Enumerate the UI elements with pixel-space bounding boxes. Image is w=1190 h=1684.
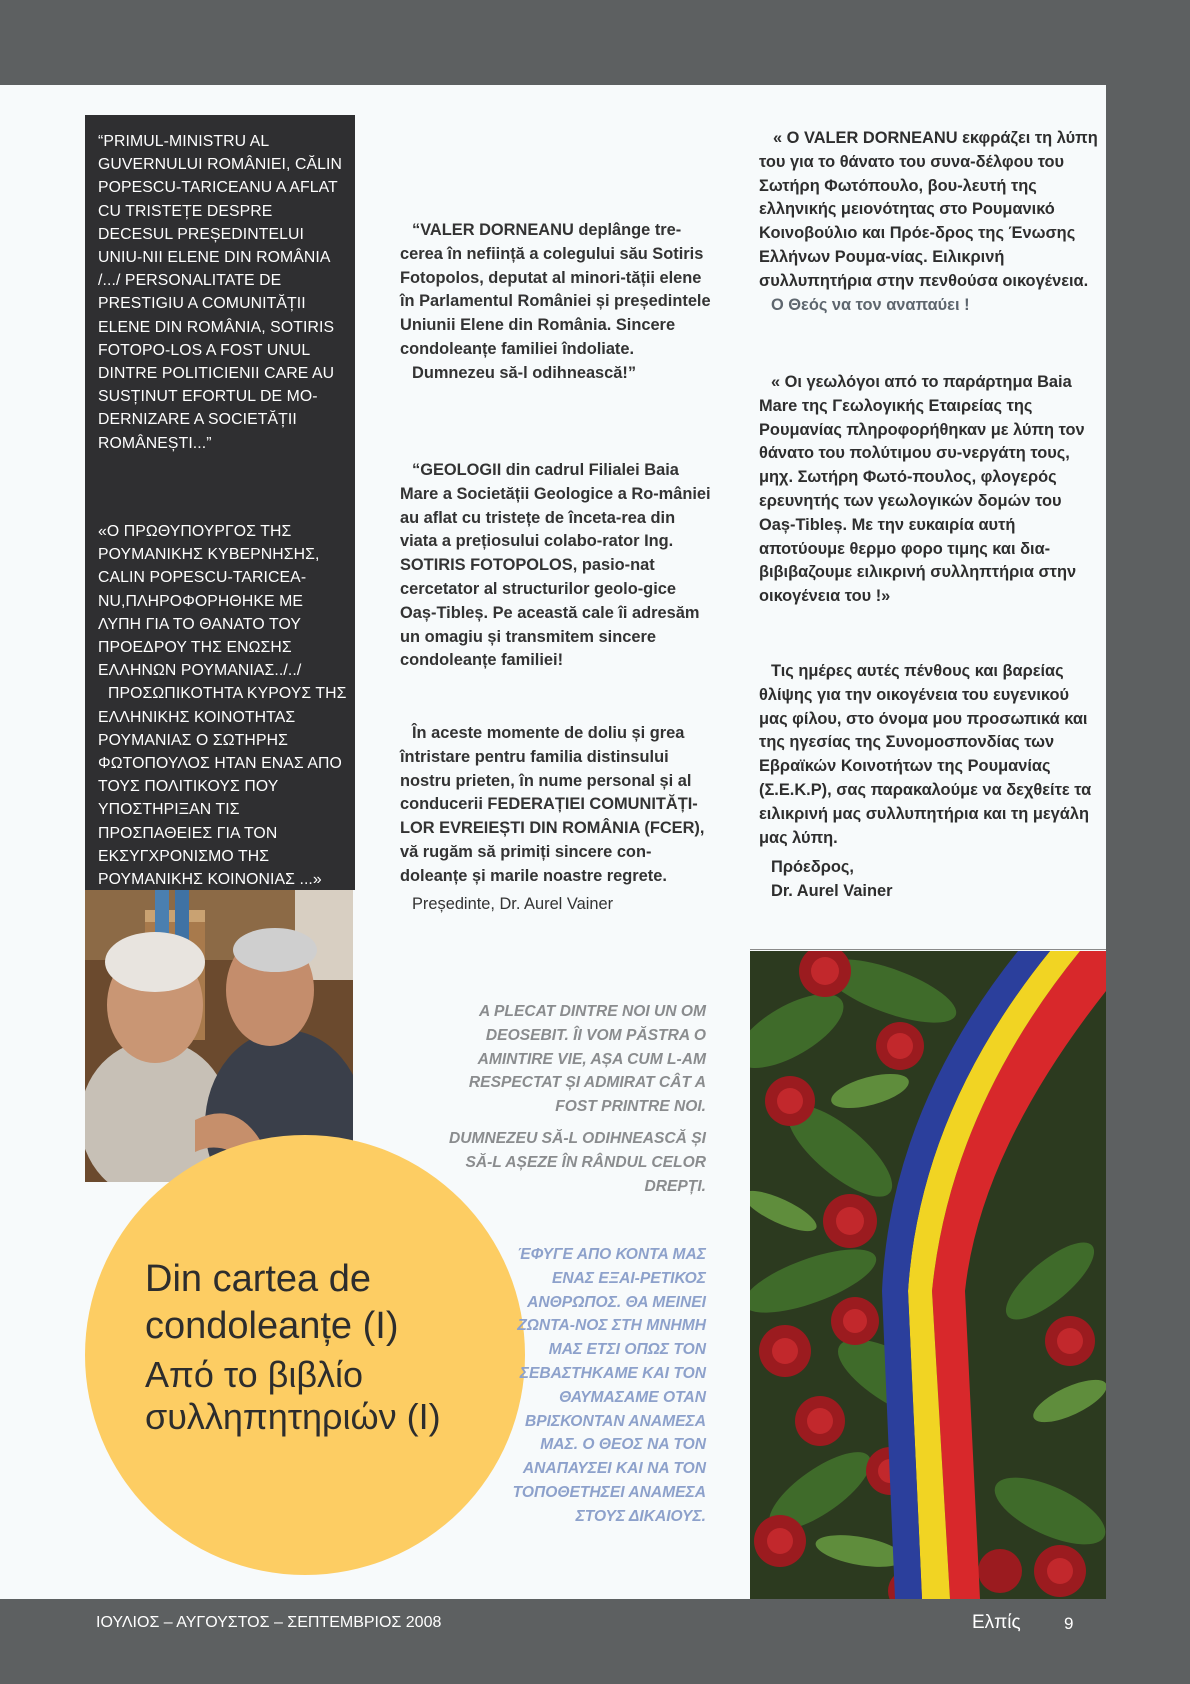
memorial-quote-ro-1: A PLECAT DINTRE NOI UN OM DEOSEBIT. ÎI VOM PĂSTRA O AMINTIRE VIE, AȘA CUM L-AM RESPECTAT ȘI ADMIRAT CÂT A FOST PRINTRE NOI. bbox=[468, 1003, 706, 1116]
sidebar-quote-box bbox=[85, 115, 355, 890]
dorneanu-gr-message bbox=[759, 127, 1099, 317]
fcer-gr-signature-name: Dr. Aurel Vainer bbox=[771, 882, 893, 901]
footer-magazine-name: Ελπίς bbox=[972, 1612, 1021, 1633]
sidebar-ro-quote bbox=[98, 130, 348, 455]
memorial-quote-ro bbox=[440, 1000, 706, 1198]
column-divider bbox=[750, 949, 1106, 950]
fcer-ro-signature: Președinte, Dr. Aurel Vainer bbox=[412, 894, 614, 913]
dorneanu-ro-message bbox=[400, 219, 715, 386]
fcer-gr-text: Τις ημέρες αυτές πένθους και βαρείας θλίψης για την οικογένεια του ευγενικού μας φίλου, στο όνομα μου προσωπικά και της ηγεσίας της Συνομοσπονδίας των Εβραϊκών Κοινοτήτων της Ρουμανίας (Σ.Ε.Κ.Ρ), σας παρακαλούμε να δεχθείτε τα ειλικρινή μας συλλυπητήρια και τη μεγάλη μας λύπη. bbox=[759, 662, 1092, 847]
memorial-quote-gr-text: ΈΦΥΓΕ ΑΠΟ ΚΟΝΤΑ ΜΑΣ ΕΝΑΣ ΕΞΑΙ-ΡΕΤΙΚΟΣ ΑΝΘΡΩΠΟΣ. ΘΑ ΜΕΙΝΕΙ ΖΩΝΤΑ-ΝΟΣ ΣΤΗ ΜΝΗΜΗ ΜΑΣ ΕΤΣΙ ΟΠΩΣ ΤΟΝ ΣΕΒΑΣΤΗΚΑΜΕ ΚΑΙ ΤΟΝ ΘΑΥΜΑΣΑΜΕ ΟΤΑΝ ΒΡΙΣΚΟΝΤΑΝ ΑΝΑΜΕΣΑ ΜΑΣ. Ο ΘΕΟΣ ΝΑ ΤΟΝ ΑΝΑΠΑΥΣΕΙ ΚΑΙ ΝΑ ΤΟΝ ΤΟΠΟΘΕΤΗΣΕΙ ΑΝΑΜΕΣΑ ΣΤΟΥΣ ΔΙΚΑΙΟΥΣ. bbox=[512, 1246, 706, 1525]
dorneanu-gr-closing: Ο Θεός να τον αναπαύει ! bbox=[771, 295, 970, 314]
geologists-ro-text: “GEOLOGII din cadrul Filialei Baia Mare a Societății Geologice a Ro-mâniei au aflat cu tristețe de înceta-rea din viata a prețiosului colabo-rator Ing. SOTIRIS FOTOPOLOS, pasio-nat cercetator al structurilor geolo-gice Oaș-Tibleș. Pe această cale îi adresăm un omagiu și transmitem sincere condoleanțe familiei! bbox=[400, 461, 711, 670]
footer-page-number: 9 bbox=[1064, 1614, 1074, 1633]
geologists-gr-message bbox=[759, 371, 1099, 609]
geologists-gr-text: « Οι γεωλόγοι από το παράρτημα Baia Mare της Γεωλογικής Εταιρείας της Ρουμανίας πληροφορήθηκαν με λύπη τον θάνατο του πολύτιμου συ-νεργάτη τους, μηχ. Σωτήρη Φωτό-πουλος, φλογερός ερευνητής των γεωλογικών δομών του Oaș-Tibleș. Με την ευκαιρία αυτή αποτύουμε θερμο φορο τιμης και δια-βιβιβαζουμε ειλικρινή συλληπτήρια στην οικογένεια του !» bbox=[759, 373, 1085, 606]
geologists-ro-message bbox=[400, 459, 715, 673]
dorneanu-ro-closing: Dumnezeu să-l odihnească!” bbox=[412, 363, 637, 382]
sidebar-gr-paragraph-2: ΠΡΟΣΩΠΙΚΟΤΗΤΑ ΚΥΡΟΥΣ ΤΗΣ ΕΛΛΗΝΙΚΗΣ ΚΟΙΝΟΤΗΤΑΣ ΡΟΥΜΑΝΙΑΣ Ο ΣΩΤΗΡΗΣ ΦΩΤΟΠΟΥΛΟΣ ΗΤΑΝ ΕΝΑΣ ΑΠΟ ΤΟΥΣ ΠΟΛΙΤΙΚΟΥΣ ΠΟΥ ΥΠΟΣΤΗΡΙΞΑΝ ΤΙΣ ΠΡΟΣΠΑΘΕΙΕΣ ΓΙΑ ΤΟΝ ΕΚΣΥΓΧΡΟΝΙΣΜΟ ΤΗΣ ΡΟΥΜΑΝΙΚΗΣ ΚΟΙΝΟΝΙΑΣ ...» bbox=[98, 685, 347, 889]
article-title bbox=[145, 1256, 525, 1438]
funeral-wreath-photo bbox=[750, 951, 1106, 1599]
dorneanu-gr-text: « Ο VALER DORNEANU εκφράζει τη λύπη του για το θάνατο του συνα-δέλφου του Σωτήρη Φωτόπουλο, βου-λευτή της ελληνικής μειονότητας στο Ρουμανικό Κοινοβούλιο και Πρόε-δρος της Ένωσης Ελλήνων Ρουμα-νίας. Ειλικρινή συλλυπητήρια στην πενθούσα οικογένεια. bbox=[759, 129, 1098, 290]
dorneanu-ro-text: “VALER DORNEANU deplânge tre-cerea în neființă a colegului său Sotiris Fotopolos, deputat al minori-tății elene în Parlamentul României și președintele Uniunii Elene din România. Sincere condoleanțe familiei îndoliate. bbox=[400, 221, 711, 358]
sidebar-gr-quote bbox=[98, 520, 348, 891]
fcer-gr-message bbox=[759, 660, 1099, 904]
fcer-ro-text: În aceste momente de doliu și grea întristare pentru familia distinsului nostru prieten, în nume personal și al conducerii FEDERAȚIEI COMUNITĂȚI-LOR EVREIEȘTI DIN ROMÂNIA (FCER), vă rugăm să primiți sincere con-doleanțe și marile noastre regrete. bbox=[400, 724, 705, 885]
fcer-gr-signature-title: Πρόεδρος, bbox=[771, 858, 854, 877]
memorial-quote-ro-2: DUMNEZEU SĂ-L ODIHNEASCĂ ȘI SĂ-L AȘEZE ÎN RÂNDUL CELOR DREPȚI. bbox=[448, 1129, 706, 1195]
sidebar-gr-paragraph-1: «Ο ΠΡΩΘΥΠΟΥΡΓΟΣ ΤΗΣ ΡΟΥΜΑΝΙΚΗΣ ΚΥΒΕΡΝΗΣΗΣ, CALIN POPESCU-TARICEA-NU,ΠΛΗΡΟΦΟΡΗΘΗΚΕ ΜΕ ΛΥΠΗ ΓΙΑ ΤΟ ΘΑΝΑΤΟ ΤΟΥ ΠΡΟΕΔΡΟΥ ΤΗΣ ΕΝΩΣΗΣ ΕΛΛΗΝΩΝ ΡΟΥΜΑΝΙΑΣ../../ bbox=[98, 523, 320, 680]
footer-issue-date: ΙΟΥΛΙΟΣ – ΑΥΓΟΥΣΤΟΣ – ΣΕΠΤΕΜΒΡΙΟΣ 2008 bbox=[96, 1614, 442, 1631]
article-title-ro: Din cartea de condoleanțe (I) bbox=[145, 1258, 399, 1347]
fcer-ro-message bbox=[400, 722, 715, 916]
article-title-gr: Από το βιβλίο συλληπητηριών (I) bbox=[145, 1354, 441, 1437]
memorial-quote-gr bbox=[500, 1243, 706, 1529]
wreath-illustration bbox=[750, 951, 1106, 1599]
magazine-page bbox=[0, 85, 1106, 1599]
sidebar-ro-paragraph: “PRIMUL-MINISTRU AL GUVERNULUI ROMÂNIEI, CĂLIN POPESCU-TARICEANU A AFLAT CU TRISTEȚE DESPRE DECESUL PREȘEDINTELUI UNIU-NII ELENE DIN ROMÂNIA /.../ PERSONALITATE DE PRESTIGIU A COMUNITĂȚII ELENE DIN ROMÂNIA, SOTIRIS FOTOPO-LOS A FOST UNUL DINTRE POLITICIENII CARE AU SUSȚINUT EFORTUL DE MO-DERNIZARE A SOCIETĂȚII ROMÂNEȘTI...” bbox=[98, 133, 342, 452]
